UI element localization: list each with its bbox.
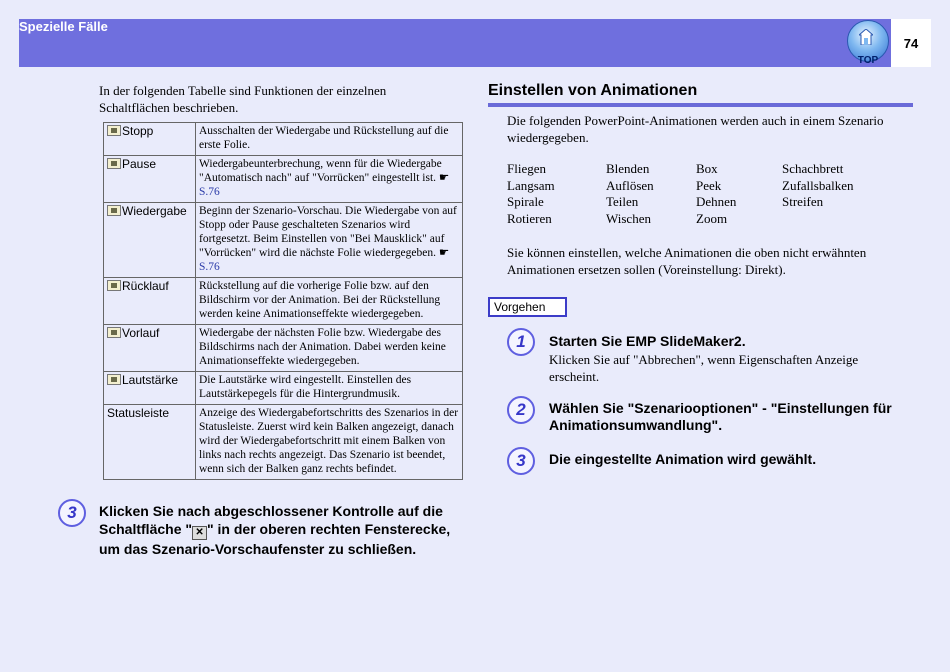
list-item: Zufallsbalken xyxy=(782,177,854,193)
row-name: Statusleiste xyxy=(107,406,170,420)
step-number-badge: 3 xyxy=(507,447,535,475)
row-desc: Wiedergabe der nächsten Folie bzw. Wiedergabe des Bildschirms nach der Animation. Dabei werden keine Animationseffekte wiedergegeben. xyxy=(196,325,463,372)
top-label: TOP xyxy=(857,55,879,66)
row-desc: Wiedergabeunterbrechung, wenn für die Wiedergabe "Automatisch nach" auf "Vorrücken" eingestellt ist. xyxy=(199,158,442,184)
section-title: Spezielle Fälle xyxy=(19,19,108,34)
list-item: Dehnen xyxy=(696,194,737,209)
page-number: 74 xyxy=(903,36,919,51)
step-body: Klicken Sie auf "Abbrechen", wenn Eigenschaften Anzeige erscheint. xyxy=(549,352,859,384)
step-title: Die eingestellte Animation wird gewählt. xyxy=(549,451,817,467)
row-name: Wiedergabe xyxy=(122,204,187,218)
list-item: Streifen xyxy=(782,194,824,209)
table-intro: In der folgenden Tabelle sind Funktionen der einzelnen Schaltflächen beschrieben. xyxy=(99,83,387,115)
list-item: Schachbrett xyxy=(782,161,844,176)
function-table xyxy=(103,122,463,480)
play-icon xyxy=(107,205,121,216)
rewind-icon xyxy=(107,280,121,291)
list-item: Box xyxy=(696,161,718,176)
list-item: Langsam xyxy=(507,177,555,193)
page-number-box xyxy=(891,19,931,67)
step-number-badge: 3 xyxy=(58,499,86,527)
section-heading: Einstellen von Animationen xyxy=(488,82,698,99)
list-item: Auflösen xyxy=(606,177,654,193)
pointing-hand-icon: ☛ xyxy=(438,247,450,259)
top-button[interactable] xyxy=(845,19,891,69)
volume-icon xyxy=(107,374,121,385)
row-name: Pause xyxy=(122,157,157,171)
table-row xyxy=(104,203,463,278)
list-item: Spirale xyxy=(507,194,544,209)
forward-icon xyxy=(107,327,121,338)
section-paragraph: Sie können einstellen, welche Animationen die oben nicht erwähnten Animationen ersetzen sollen (Voreinstellung: Direkt). xyxy=(507,245,867,277)
procedure-label: Vorgehen xyxy=(488,297,567,317)
table-row xyxy=(104,123,463,156)
row-name: Stopp xyxy=(122,124,154,138)
list-item: Fliegen xyxy=(507,161,546,176)
row-name: Rücklauf xyxy=(122,279,169,293)
row-name: Vorlauf xyxy=(122,326,160,340)
page-ref-link[interactable]: S.76 xyxy=(199,186,220,198)
row-name: Lautstärke xyxy=(122,373,179,387)
step-title: Starten Sie EMP SlideMaker2. xyxy=(549,333,746,349)
row-desc: Beginn der Szenario-Vorschau. Die Wiedergabe von auf Stopp oder Pause geschalteten Szenarios wird fortgesetzt. Beim Einstellen von "Bei Mausklick" auf "Vorrücken" wird die nächste Folie wiedergegeben. xyxy=(199,205,457,259)
heading-rule xyxy=(488,103,913,107)
section-intro: Die folgenden PowerPoint-Animationen werden auch in einem Szenario wiedergegeben. xyxy=(507,113,884,145)
page-ref-link[interactable]: S.76 xyxy=(199,261,220,273)
list-item: Zoom xyxy=(696,210,728,226)
list-item: Blenden xyxy=(606,161,650,176)
step-number-badge: 2 xyxy=(507,396,535,424)
home-icon xyxy=(859,29,873,45)
header-bar xyxy=(19,19,891,67)
table-row xyxy=(104,405,463,480)
table-row xyxy=(104,278,463,325)
row-desc: Die Lautstärke wird eingestellt. Einstellen des Lautstärkepegels für die Hintergrundmusik. xyxy=(196,372,463,405)
table-row xyxy=(104,325,463,372)
list-item: Wischen xyxy=(606,210,651,226)
table-row xyxy=(104,372,463,405)
step-title: Wählen Sie "Szenariooptionen" - "Einstellungen für Animationsumwandlung". xyxy=(549,400,892,433)
animation-column xyxy=(782,161,892,211)
list-item: Rotieren xyxy=(507,210,552,226)
pause-icon xyxy=(107,158,121,169)
row-desc: Ausschalten der Wiedergabe und Rückstellung auf die erste Folie. xyxy=(196,123,463,156)
step-number-badge: 1 xyxy=(507,328,535,356)
list-item: Peek xyxy=(696,177,722,193)
stop-icon xyxy=(107,125,121,136)
close-icon: ✕ xyxy=(192,526,207,540)
row-desc: Anzeige des Wiedergabefortschritts des Szenarios in der Statusleiste. Zuerst wird kein Balken angezeigt, danach wird der Wiedergabefortschritt mit einem Balken von links nach rechts angezeigt. Das Szenario ist beendet, wenn sich der Balken ganz rechts befindet. xyxy=(196,405,463,480)
row-desc: Rückstellung auf die vorherige Folie bzw. auf den Bildschirm vor der Animation. Bei der Rückstellung werden keine Animationseffekte wiedergegeben. xyxy=(196,278,463,325)
pointing-hand-icon: ☛ xyxy=(438,172,450,184)
animation-column xyxy=(507,161,617,227)
step-instruction: Klicken Sie nach abgeschlossener Kontrolle auf die Schaltfläche " ✕ " in der oberen rechten Fensterecke, um das Szenario-Vorschaufenster zu schließen. xyxy=(99,503,451,557)
list-item: Teilen xyxy=(606,194,639,209)
table-row xyxy=(104,156,463,203)
